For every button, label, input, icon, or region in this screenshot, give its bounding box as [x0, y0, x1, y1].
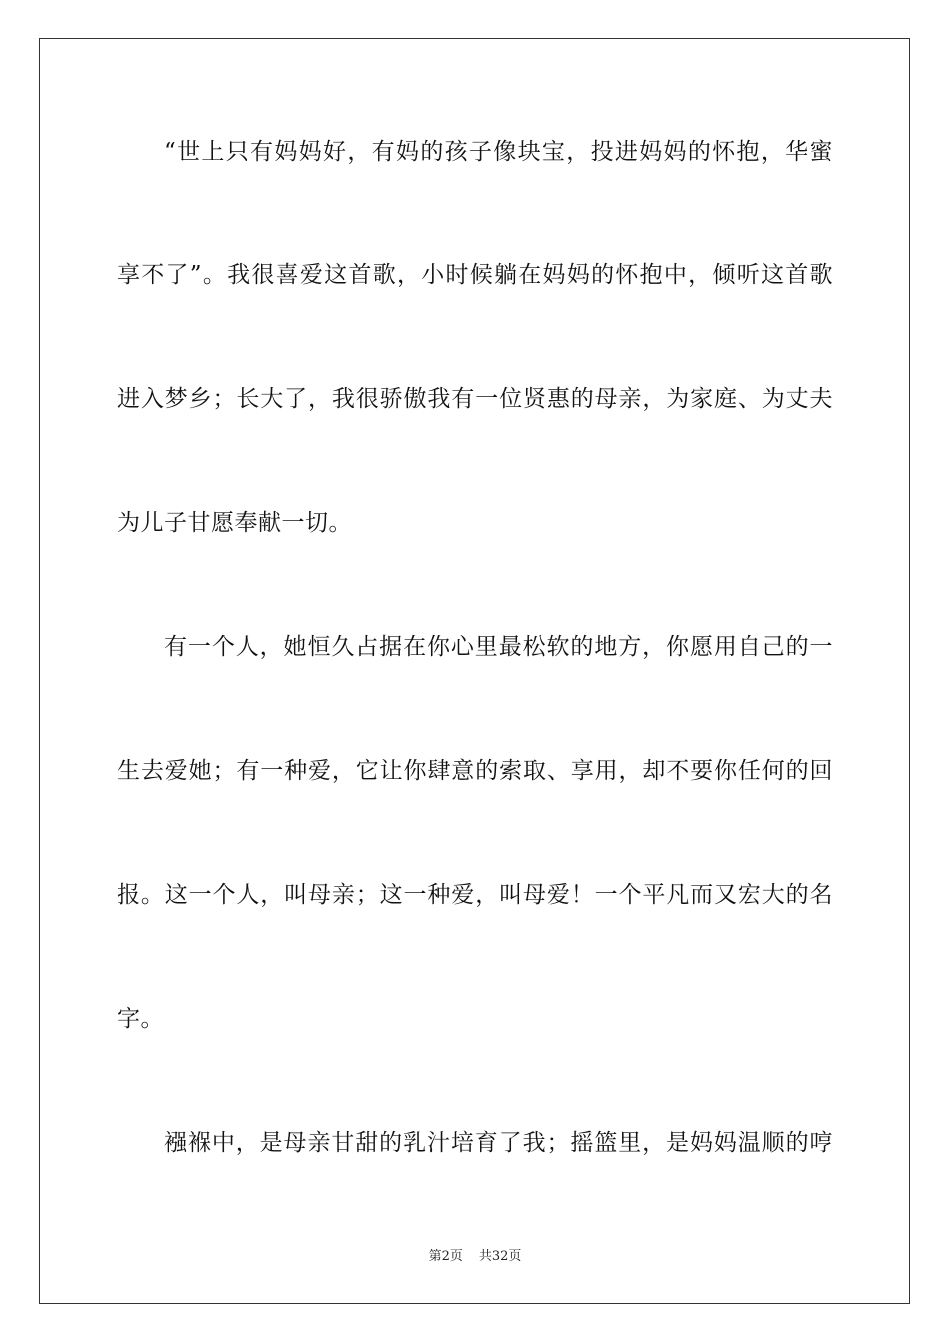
paragraph-1-line-1: “世上只有妈妈好，有妈的孩子像块宝，投进妈妈的怀抱，华蜜 — [164, 139, 833, 165]
paragraph-1-line-4: 为儿子甘愿奉献一切。 — [117, 510, 352, 536]
paragraph-2-line-4: 字。 — [117, 1006, 164, 1032]
page-footer — [0, 1248, 950, 1266]
total-pages: 共32页 — [478, 1249, 522, 1264]
paragraph-2-line-2: 生去爱她；有一种爱，它让你肆意的索取、享用，却不要你任何的回 — [117, 758, 833, 784]
page-border — [39, 38, 910, 1304]
page-number: 第2页 — [428, 1249, 463, 1264]
paragraph-2-line-3: 报。这一个人，叫母亲；这一种爱，叫母爱！一个平凡而又宏大的名 — [117, 882, 833, 908]
paragraph-1-line-2: 享不了”。我很喜爱这首歌，小时候躺在妈妈的怀抱中，倾听这首歌 — [117, 262, 833, 288]
paragraph-3-line-1: 襁褓中，是母亲甘甜的乳汁培育了我；摇篮里，是妈妈温顺的哼 — [164, 1130, 833, 1156]
paragraph-1-line-3: 进入梦乡；长大了，我很骄傲我有一位贤惠的母亲，为家庭、为丈夫 — [117, 386, 833, 412]
paragraph-2-line-1: 有一个人，她恒久占据在你心里最松软的地方，你愿用自己的一 — [164, 634, 833, 660]
